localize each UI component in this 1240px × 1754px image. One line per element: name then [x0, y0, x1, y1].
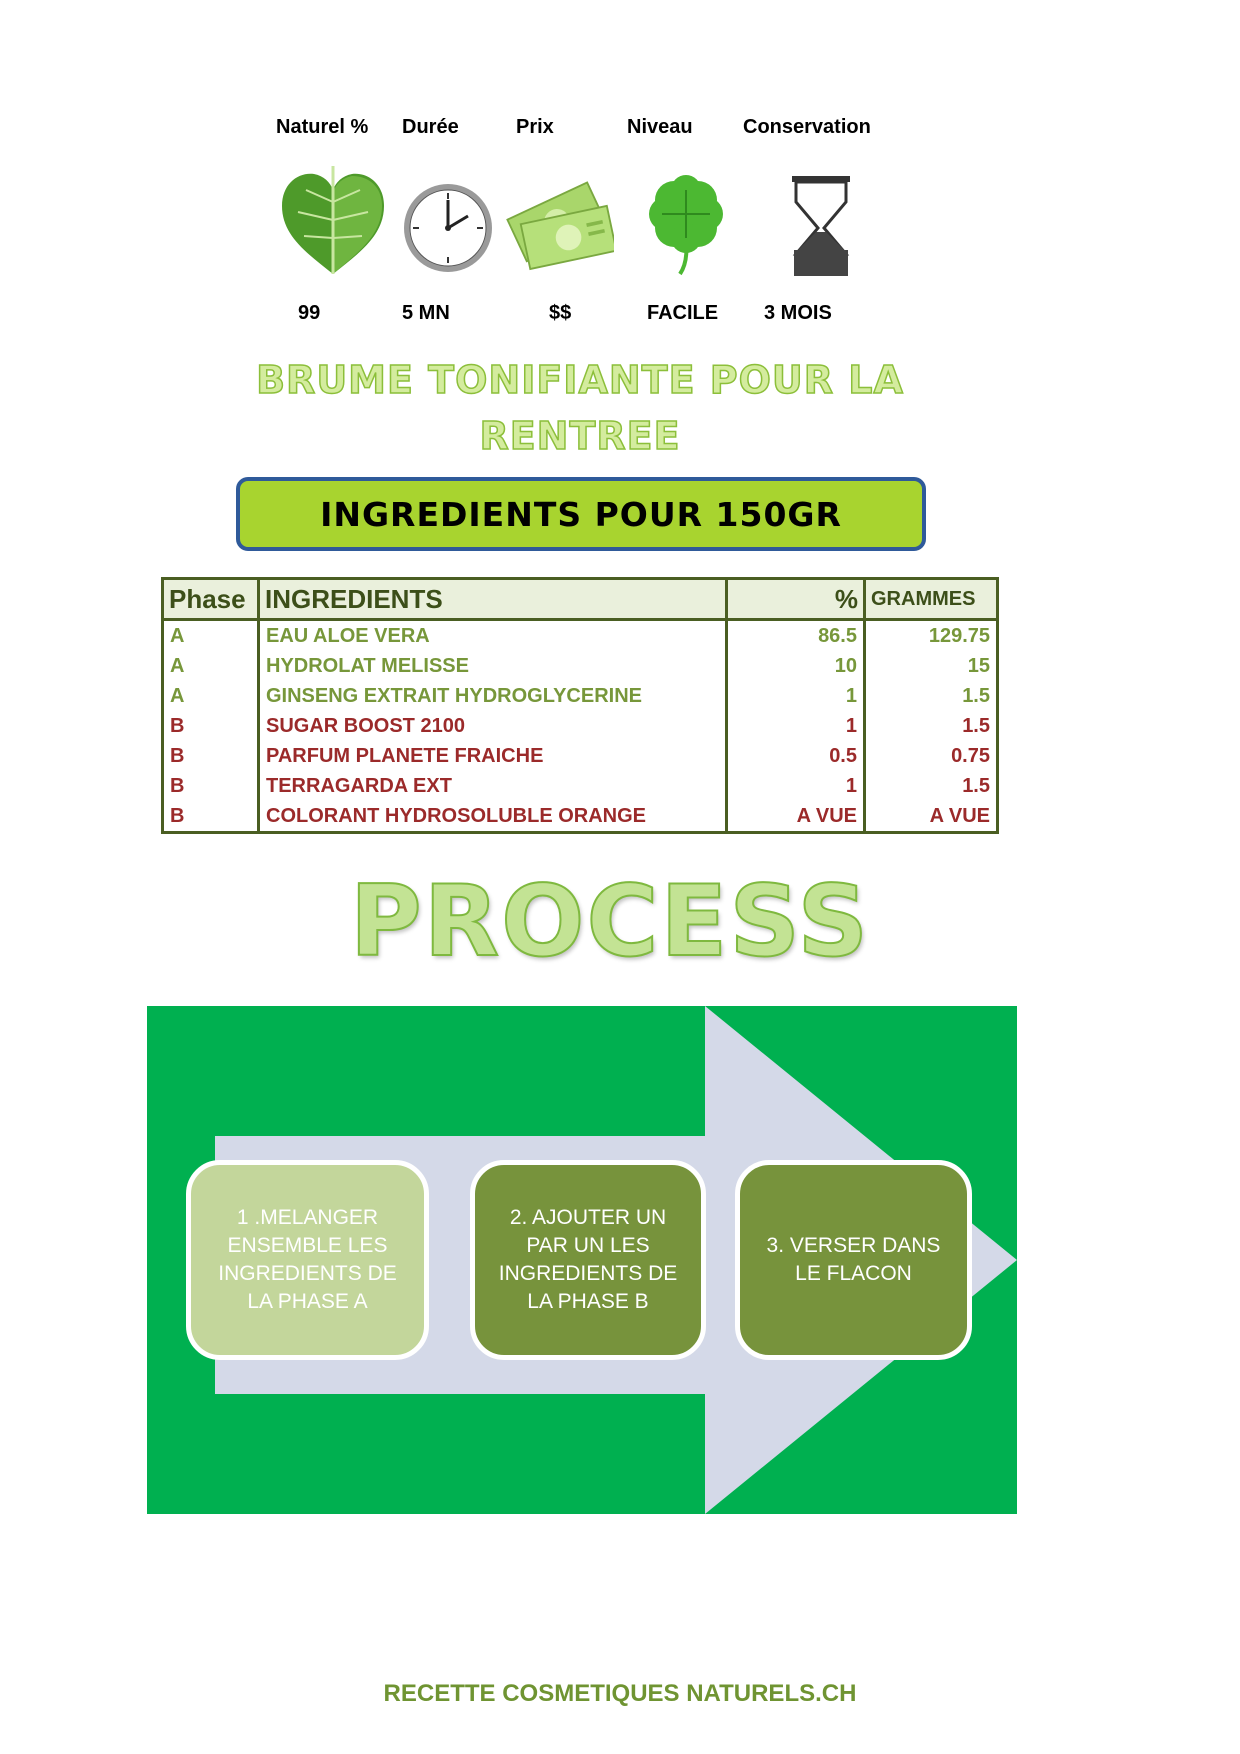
cell-phase: B	[163, 741, 259, 771]
cell-phase: B	[163, 771, 259, 801]
cell-percent: 10	[727, 651, 865, 681]
table-row	[163, 801, 998, 833]
cell-grams: 15	[865, 651, 998, 681]
cell-percent: 0.5	[727, 741, 865, 771]
cell-percent: 1	[727, 711, 865, 741]
cell-ingredient: EAU ALOE VERA	[259, 620, 727, 652]
process-step-3	[735, 1160, 972, 1360]
cell-percent: 86.5	[727, 620, 865, 652]
cell-grams: A VUE	[865, 801, 998, 833]
cell-phase: A	[163, 620, 259, 652]
process-step-1	[186, 1160, 429, 1360]
money-icon	[504, 162, 614, 280]
table-row	[163, 651, 998, 681]
footer-site-name: RECETTE COSMETIQUES NATURELS.CH	[383, 1680, 857, 1707]
clover-icon	[636, 162, 746, 280]
recipe-title-line1: BRUME TONIFIANTE POUR LA	[256, 358, 904, 402]
table-header-row	[163, 579, 998, 620]
recipe-title-line2: RENTREE	[479, 414, 681, 458]
header-ingredients: INGREDIENTS	[259, 579, 727, 620]
label-prix: Prix	[516, 116, 554, 138]
cell-phase: B	[163, 801, 259, 833]
label-naturel: Naturel %	[276, 116, 369, 138]
cell-ingredient: COLORANT HYDROSOLUBLE ORANGE	[259, 801, 727, 833]
label-conservation: Conservation	[743, 116, 871, 138]
value-niveau: FACILE	[647, 302, 719, 324]
hourglass-icon	[770, 162, 880, 280]
process-step-3-text: 3. VERSER DANS LE FLACON	[766, 1234, 941, 1285]
value-conservation: 3 MOIS	[764, 302, 832, 324]
cell-percent: 1	[727, 771, 865, 801]
cell-grams: 129.75	[865, 620, 998, 652]
process-heading: PROCESS	[349, 865, 871, 979]
value-duree: 5 MN	[402, 302, 450, 324]
value-prix: $$	[549, 302, 572, 324]
header-grammes: GRAMMES	[865, 579, 998, 620]
process-step-2-text: 2. AJOUTER UN PAR UN LES INGREDIENTS DE LA PHASE B	[498, 1206, 678, 1313]
cell-ingredient: PARFUM PLANETE FRAICHE	[259, 741, 727, 771]
process-step-1-text: 1 .MELANGER ENSEMBLE LES INGREDIENTS DE LA PHASE A	[218, 1206, 397, 1313]
cell-percent: A VUE	[727, 801, 865, 833]
header-phase: Phase	[163, 579, 259, 620]
table-row	[163, 741, 998, 771]
cell-grams: 0.75	[865, 741, 998, 771]
cell-grams: 1.5	[865, 771, 998, 801]
ingredients-banner	[236, 477, 926, 551]
ingredients-table	[161, 577, 999, 834]
cell-percent: 1	[727, 681, 865, 711]
cell-ingredient: HYDROLAT MELISSE	[259, 651, 727, 681]
cell-phase: A	[163, 681, 259, 711]
cell-phase: A	[163, 651, 259, 681]
clock-icon	[398, 162, 508, 280]
header-percent: %	[727, 579, 865, 620]
table-row	[163, 711, 998, 741]
cell-grams: 1.5	[865, 711, 998, 741]
cell-grams: 1.5	[865, 681, 998, 711]
table-row	[163, 620, 998, 652]
cell-phase: B	[163, 711, 259, 741]
cell-ingredient: TERRAGARDA EXT	[259, 771, 727, 801]
label-duree: Durée	[402, 116, 459, 138]
process-step-2	[470, 1160, 706, 1360]
cell-ingredient: GINSENG EXTRAIT HYDROGLYCERINE	[259, 681, 727, 711]
label-niveau: Niveau	[627, 116, 693, 138]
cell-ingredient: SUGAR BOOST 2100	[259, 711, 727, 741]
value-naturel: 99	[298, 302, 321, 324]
leaf-heart-icon	[278, 162, 388, 280]
table-row	[163, 681, 998, 711]
table-row	[163, 771, 998, 801]
ingredients-banner-text: INGREDIENTS POUR 150GR	[320, 494, 842, 534]
